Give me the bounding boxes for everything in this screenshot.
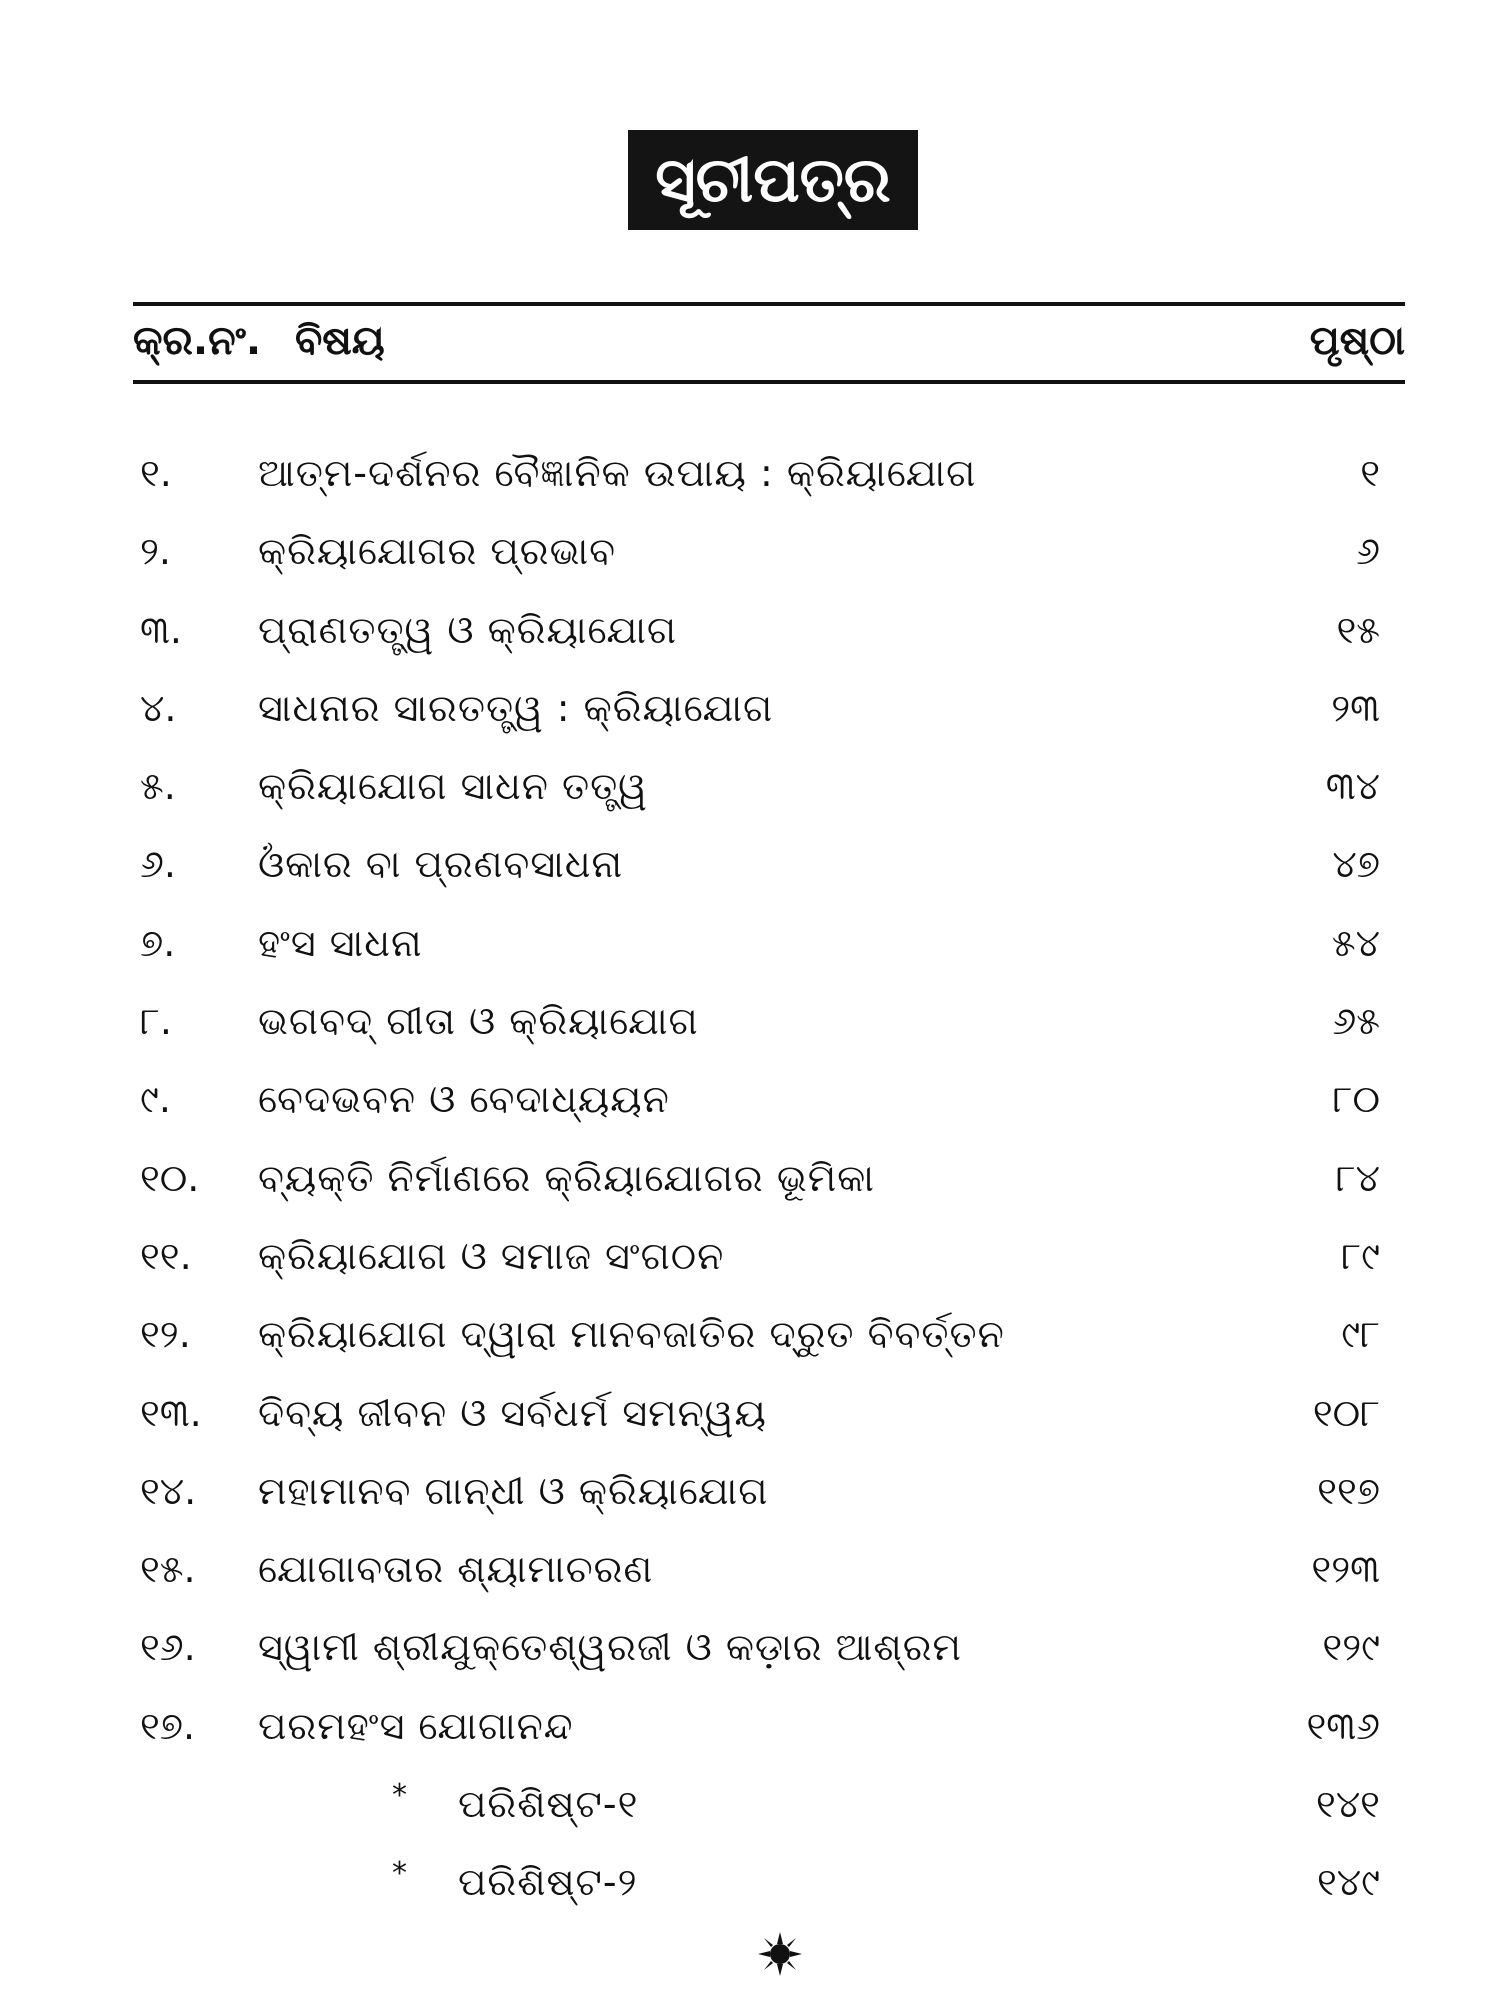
entry-page: ୩୪ [1325,764,1380,809]
entry-page: ୧ [1360,451,1380,495]
entry-page: ୧୨୩ [1311,1547,1380,1592]
page-title [628,130,918,230]
entry-subject: ଆତ୍ମ-ଦର୍ଶନର ବୈଜ୍ଞାନିକ ଉପାୟ : କ୍ରିୟାଯୋଗ [258,451,977,495]
entry-subject: ପ୍ରାଣତତ୍ତ୍ୱ ଓ କ୍ରିୟାଯୋଗ [258,607,678,652]
toc-entry [0,996,1500,1074]
entry-page: ୫୪ [1331,920,1380,965]
toc-entry [0,761,1500,839]
toc-entry [0,605,1500,683]
entry-number: ୩. [140,607,182,652]
entry-page: ୮୪ [1335,1155,1380,1200]
entry-subject: ମହାମାନବ ଗାନ୍ଧୀ ଓ କ୍ରିୟାଯୋଗ [258,1468,769,1513]
entry-page: ୧୦୮ [1312,1390,1380,1435]
header-bottom-rule [133,380,1405,384]
entry-page: ୮୦ [1332,1077,1380,1122]
entry-subject: ବ୍ୟକ୍ତି ନିର୍ମାଣରେ କ୍ରିୟାଯୋଗର ଭୂମିକା [258,1155,875,1200]
entry-page: ୧୩୬ [1306,1703,1380,1748]
entry-subject: ହଂସ ସାଧନା [258,920,423,965]
page-title-text: ସୂଚୀପତ୍ର [655,143,891,216]
entry-page: ୧୨୯ [1322,1625,1380,1670]
entry-subject: ଯୋଗାବତାର ଶ୍ୟାମାଚରଣ [258,1547,654,1592]
entry-subject: ପରମହଂସ ଯୋଗାନନ୍ଦ [258,1703,574,1748]
entry-number: ୧୨. [140,1312,191,1357]
appendix-subject: ପରିଶିଷ୍ଟ-୨ [458,1860,638,1905]
toc-entry [0,526,1500,604]
entry-page: ୧୧୭ [1317,1468,1380,1513]
toc-entry [0,448,1500,526]
header-subject-label: ବିଷୟ [295,318,385,364]
entry-number: ୧. [140,451,172,495]
toc-header [0,318,1500,374]
toc-appendix-entry [0,1779,1500,1857]
entry-page: ୬ [1356,529,1380,574]
toc-entry [0,1074,1500,1152]
entry-subject: କ୍ରିୟାଯୋଗର ପ୍ରଭାବ [258,529,617,574]
entry-page: ୪୭ [1332,842,1380,887]
toc-entry [0,839,1500,917]
entry-number: ୪. [140,685,177,730]
entry-number: ୧୫. [140,1547,196,1592]
entry-subject: କ୍ରିୟାଯୋଗ ଦ୍ୱାରା ମାନବଜାତିର ଦ୍ରୁତ ବିବର୍ତ୍ତନ [258,1312,1005,1357]
entry-subject: କ୍ରିୟାଯୋଗ ଓ ସମାଜ ସଂଗଠନ [258,1233,725,1278]
toc-entry [0,1388,1500,1466]
toc-entry [0,1466,1500,1544]
entry-page: ୧୫ [1336,607,1380,652]
entry-subject: ସାଧନାର ସାରତତ୍ତ୍ୱ : କ୍ରିୟାଯୋଗ [258,685,774,730]
entry-number: ୮. [140,999,172,1044]
entry-number: ୧୬. [140,1625,196,1670]
toc-entry [0,1622,1500,1700]
entry-subject: ଦିବ୍ୟ ଜୀବନ ଓ ସର୍ବଧର୍ମ ସମନ୍ୱୟ [258,1390,767,1435]
toc-entry [0,1701,1500,1779]
header-number-label: କ୍ର.ନଂ. [133,318,262,364]
entry-number: ୧୧. [140,1233,192,1278]
entry-subject: ଭଗବଦ୍ ଗୀତା ଓ କ୍ରିୟାଯୋଗ [258,999,699,1044]
toc-appendix-entry [0,1857,1500,1935]
entry-number: ୧୦. [140,1155,200,1200]
toc-entry [0,918,1500,996]
header-top-rule [133,302,1405,306]
entry-subject: ବେଦଭବନ ଓ ବେଦାଧ୍ୟୟନ [258,1077,670,1122]
toc-list [0,448,1500,1936]
entry-page: ୯୮ [1341,1312,1380,1357]
asterisk-icon: * [392,1778,407,1814]
entry-number: ୧୭. [140,1703,196,1748]
toc-entry [0,1544,1500,1622]
entry-subject: ସ୍ୱାମୀ ଶ୍ରୀଯୁକ୍ତେଶ୍ୱରଜୀ ଓ କଡ଼ାର ଆଶ୍ରମ [258,1625,962,1670]
entry-page: ୬୫ [1332,999,1380,1044]
toc-entry [0,1231,1500,1309]
entry-number: ୭. [140,920,176,965]
entry-number: ୨. [140,529,172,574]
entry-subject: ଓଁକାର ବା ପ୍ରଣବସାଧନା [258,842,624,887]
entry-page: ୨୩ [1331,685,1380,730]
toc-entry [0,1309,1500,1387]
entry-number: ୧୩. [140,1390,202,1435]
toc-entry [0,683,1500,761]
appendix-subject: ପରିଶିଷ୍ଟ-୧ [458,1782,639,1827]
toc-entry [0,1153,1500,1231]
entry-number: ୯. [140,1077,171,1122]
entry-number: ୫. [140,764,176,809]
header-page-label: ପୃଷ୍ଠା [1309,318,1405,364]
entry-subject: କ୍ରିୟାଯୋଗ ସାଧନ ତତ୍ତ୍ୱ [258,764,648,809]
flower-ornament-icon [758,1932,802,1976]
asterisk-icon: * [392,1856,407,1892]
entry-page: ୮୯ [1341,1233,1380,1278]
appendix-page: ୧୪୯ [1316,1860,1380,1905]
entry-number: ୬. [140,842,176,887]
appendix-page: ୧୪୧ [1316,1782,1380,1827]
entry-number: ୧୪. [140,1468,197,1513]
